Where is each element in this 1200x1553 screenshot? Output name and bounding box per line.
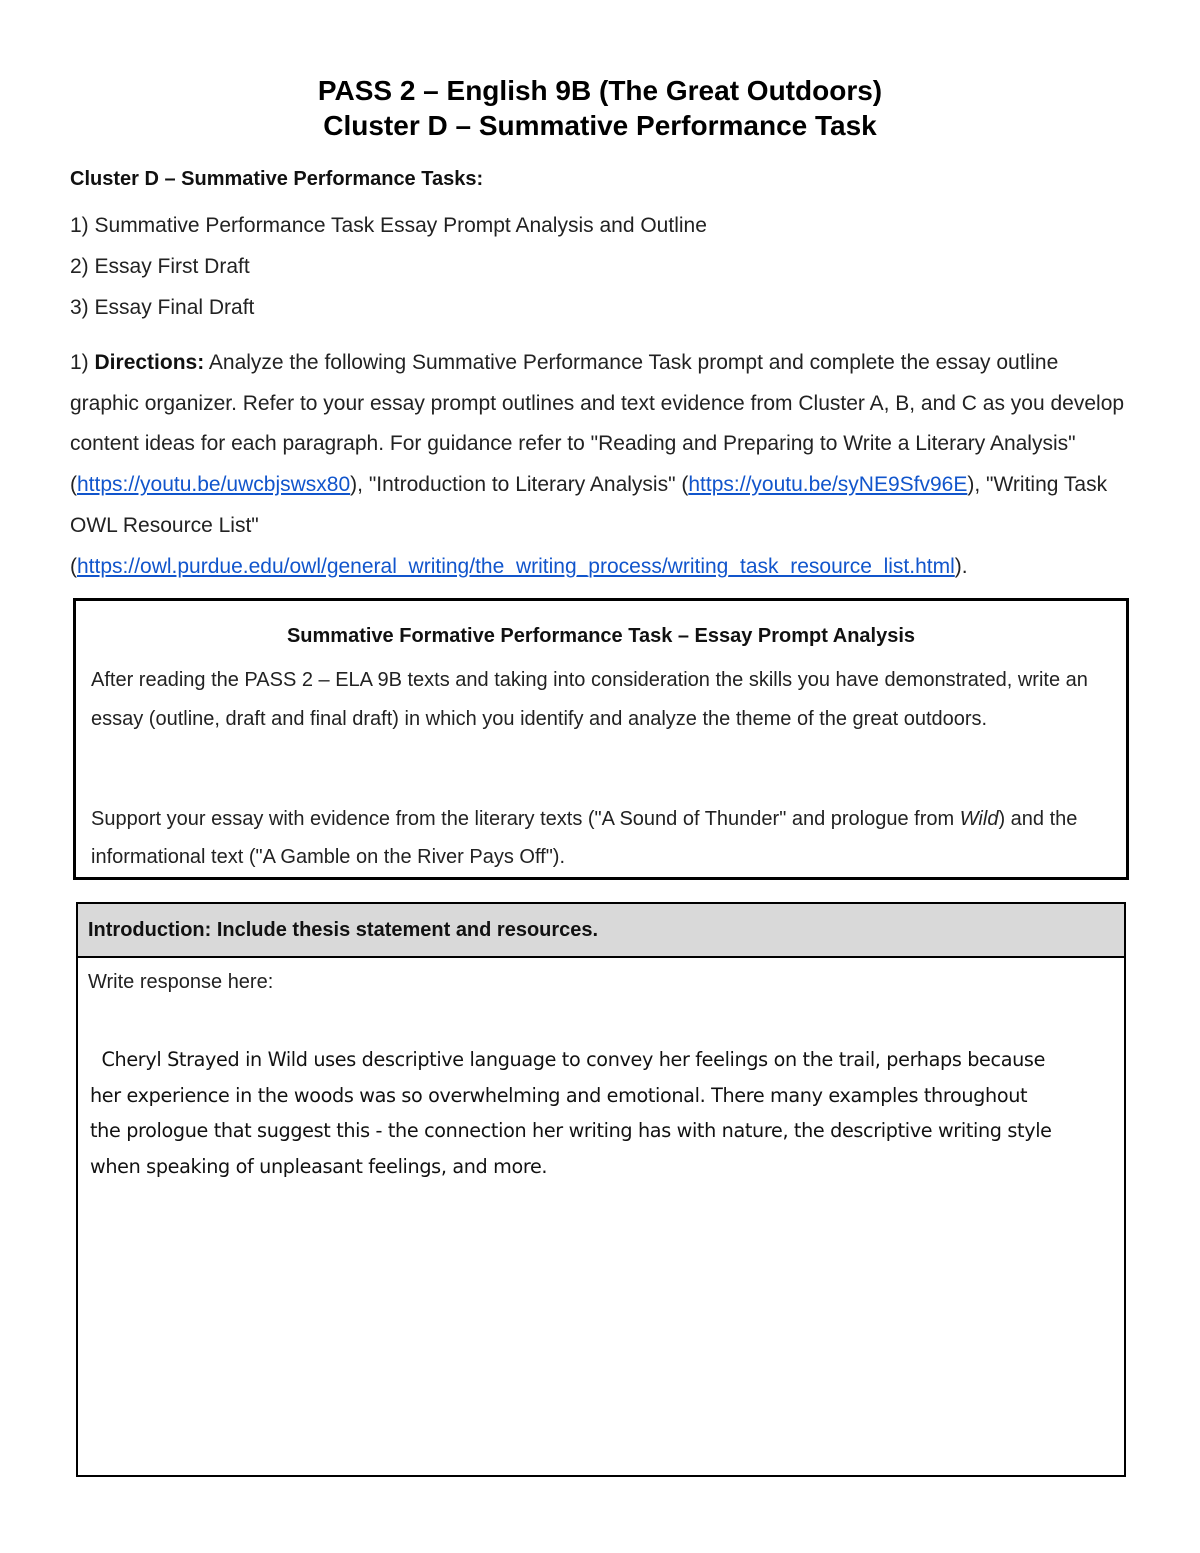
link-owl-resource-list[interactable]: https://owl.purdue.edu/owl/general_writing/the_writing_process/writing_task_resource_list.html — [77, 554, 955, 578]
prompt-text-italic: Wild — [959, 808, 999, 830]
tasks-heading: Cluster D – Summative Performance Tasks: — [70, 168, 484, 190]
page-title-line-1: PASS 2 – English 9B (The Great Outdoors) — [317, 75, 883, 106]
directions-text: ). — [954, 554, 968, 578]
task-list — [70, 205, 707, 328]
directions-text: ), "Writing Task OWL Resource List" ( — [70, 473, 1108, 578]
directions-number: 1) — [70, 351, 95, 374]
directions-paragraph — [70, 343, 1130, 587]
prompt-paragraph — [91, 800, 1101, 876]
task-item: 1) Summative Performance Task Essay Prompt Analysis and Outline — [70, 214, 707, 237]
directions-text: Analyze the following Summative Performance Task prompt and complete the essay outline graphic organizer. Refer to your essay prompt outlines and text evidence from Cluster A, B, and C as you develop content ideas for each paragraph. For guidance refer to "Reading and Preparing to Write a Literary Analysis" ( — [70, 351, 1125, 497]
introduction-table — [76, 902, 1126, 1477]
essay-prompt-box — [73, 598, 1129, 880]
prompt-text: ) and the informational text ("A Gamble on the River Pays Off"). — [91, 808, 1078, 868]
directions-label: Directions: — [94, 351, 205, 374]
link-reading-literary-analysis[interactable]: https://youtu.be/uwcbjswsx80 — [77, 473, 351, 497]
prompt-title: Summative Formative Performance Task – Essay Prompt Analysis — [286, 625, 916, 647]
response-line: the prologue that suggest this - the connection her writing has with nature, the descriptive writing style — [90, 1119, 1052, 1142]
task-item: 2) Essay First Draft — [70, 255, 250, 278]
response-text-area[interactable] — [90, 1042, 1160, 1184]
response-line: Cheryl Strayed in Wild uses descriptive language to convey her feelings on the trail, perhaps because — [90, 1048, 1046, 1071]
response-line: her experience in the woods was so overwhelming and emotional. There many examples throughout — [90, 1083, 1028, 1107]
response-line: when speaking of unpleasant feelings, and more. — [90, 1154, 548, 1178]
write-response-label: Write response here: — [88, 971, 274, 993]
introduction-header — [78, 904, 1124, 958]
page-title-line-2: Cluster D – Summative Performance Task — [323, 110, 877, 141]
task-item: 3) Essay Final Draft — [70, 296, 255, 319]
prompt-text: Support your essay with evidence from the literary texts ("A Sound of Thunder" and prologue from — [91, 808, 960, 830]
prompt-paragraph: After reading the PASS 2 – ELA 9B texts and taking into consideration the skills you have demonstrated, write an essay (outline, draft and final draft) in which you identify and analyze the theme of the great outdoors. — [91, 669, 1088, 730]
introduction-header-text: Introduction: Include thesis statement and resources. — [88, 919, 599, 941]
link-intro-literary-analysis[interactable]: https://youtu.be/syNE9Sfv96E — [688, 473, 968, 497]
directions-text: ), "Introduction to Literary Analysis" ( — [350, 473, 689, 497]
